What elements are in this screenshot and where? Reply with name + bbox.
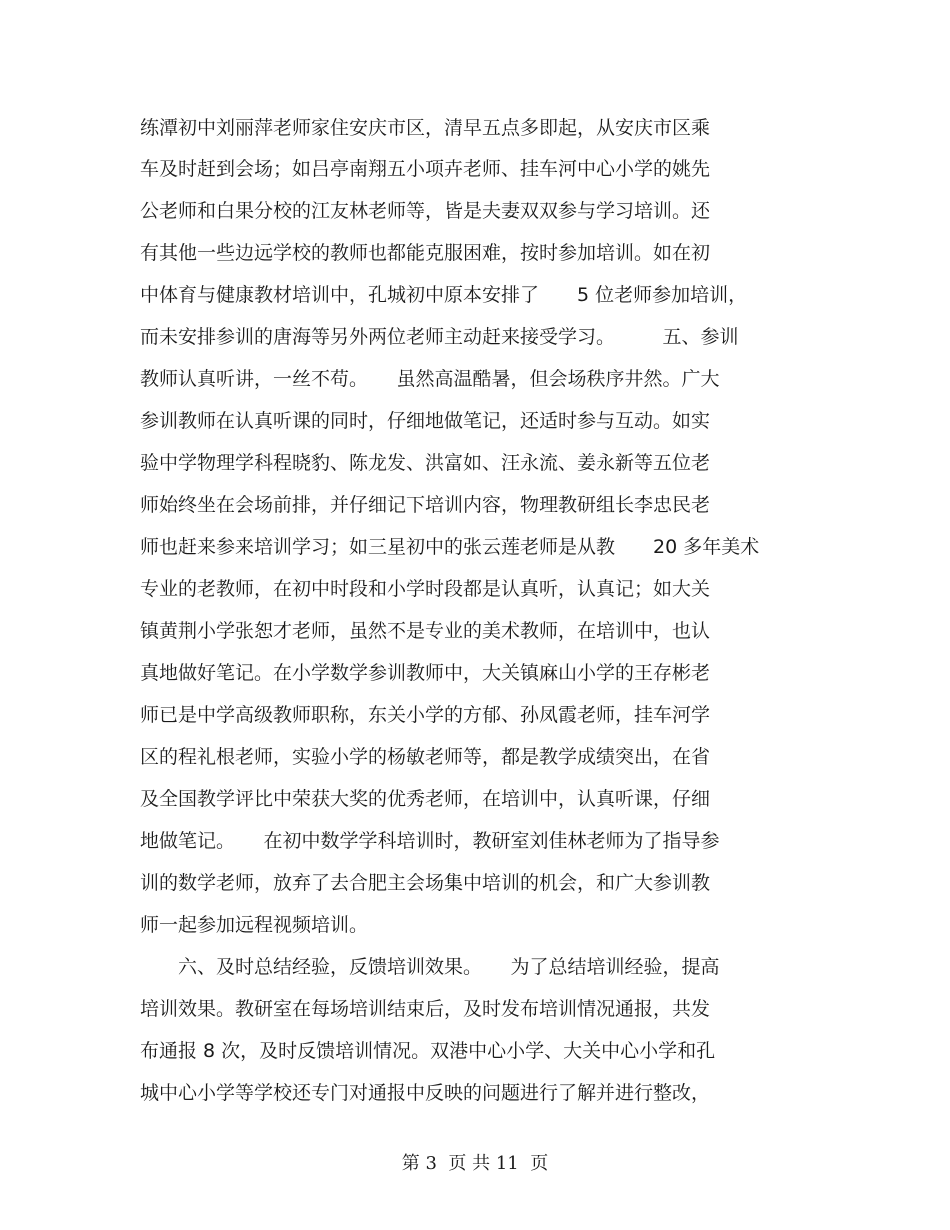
body-text-line: 师始终坐在会场前排，并仔细记下培训内容，物理教研组长李忠民老 (140, 494, 711, 516)
body-text-line: 真地做好笔记。在小学数学参训教师中，大关镇麻山小学的王存彬老 (140, 662, 711, 684)
body-text-line: 师已是中学高级教师职称，东关小学的方郁、孙凤霞老师，挂车河学 (140, 704, 711, 726)
body-text-line: 练潭初中刘丽萍老师家住安庆市区，清早五点多即起，从安庆市区乘 (140, 117, 711, 139)
body-text-line: 镇黄荆小学张恕才老师，虽然不是专业的美术教师，在培训中，也认 (140, 620, 711, 642)
body-text-line: 公老师和白果分校的江友林老师等，皆是夫妻双双参与学习培训。还 (140, 200, 711, 222)
body-text-line: 验中学物理学科程晓豹、陈龙发、洪富如、汪永流、姜永新等五位老 (140, 452, 711, 474)
body-text-line: 有其他一些边远学校的教师也都能克服困难，按时参加培训。如在初 (140, 242, 711, 264)
body-text-line: 师也赶来参来培训学习；如三星初中的张云莲老师是从教 20 多年美术 (140, 536, 760, 558)
body-text-line: 培训效果。教研室在每场培训结束后，及时发布培训情况通报，共发 (140, 998, 711, 1020)
body-text-line: 中体育与健康教材培训中，孔城初中原本安排了 5 位老师参加培训， (140, 284, 748, 306)
body-text-line: 及全国教学评比中荣获大奖的优秀老师，在培训中，认真听课，仔细 (140, 788, 711, 810)
body-text-line: 城中心小学等学校还专门对通报中反映的问题进行了解并进行整改， (140, 1082, 711, 1104)
body-text-line: 师一起参加远程视频培训。 (140, 914, 369, 936)
body-text-line: 地做笔记。 在初中数学学科培训时，教研室刘佳林老师为了指导参 (140, 830, 720, 852)
body-text-line: 区的程礼根老师，实验小学的杨敏老师等，都是教学成绩突出，在省 (140, 746, 711, 768)
body-text-line: 训的数学老师，放弃了去合肥主会场集中培训的机会，和广大参训教 (140, 872, 711, 894)
body-text-line: 六、及时总结经验，反馈培训效果。 为了总结培训经验，提高 (140, 956, 720, 978)
body-text-line: 车及时赶到会场；如吕亭南翔五小项卉老师、挂车河中心小学的姚先 (140, 158, 711, 180)
body-text-line: 参训教师在认真听课的同时，仔细地做笔记，还适时参与互动。如实 (140, 410, 711, 432)
body-text-line: 布通报 8 次，及时反馈培训情况。双港中心小学、大关中心小学和孔 (140, 1040, 716, 1062)
body-text-line: 专业的老教师，在初中时段和小学时段都是认真听，认真记；如大关 (140, 578, 711, 600)
body-text-line: 教师认真听讲，一丝不苟。 虽然高温酷暑，但会场秩序井然。广大 (140, 368, 720, 390)
body-text-line: 而未安排参训的唐海等另外两位老师主动赶来接受学习。 五、参训 (140, 326, 739, 348)
page-number-footer: 第 3 页 共 11 页 (401, 1153, 549, 1174)
